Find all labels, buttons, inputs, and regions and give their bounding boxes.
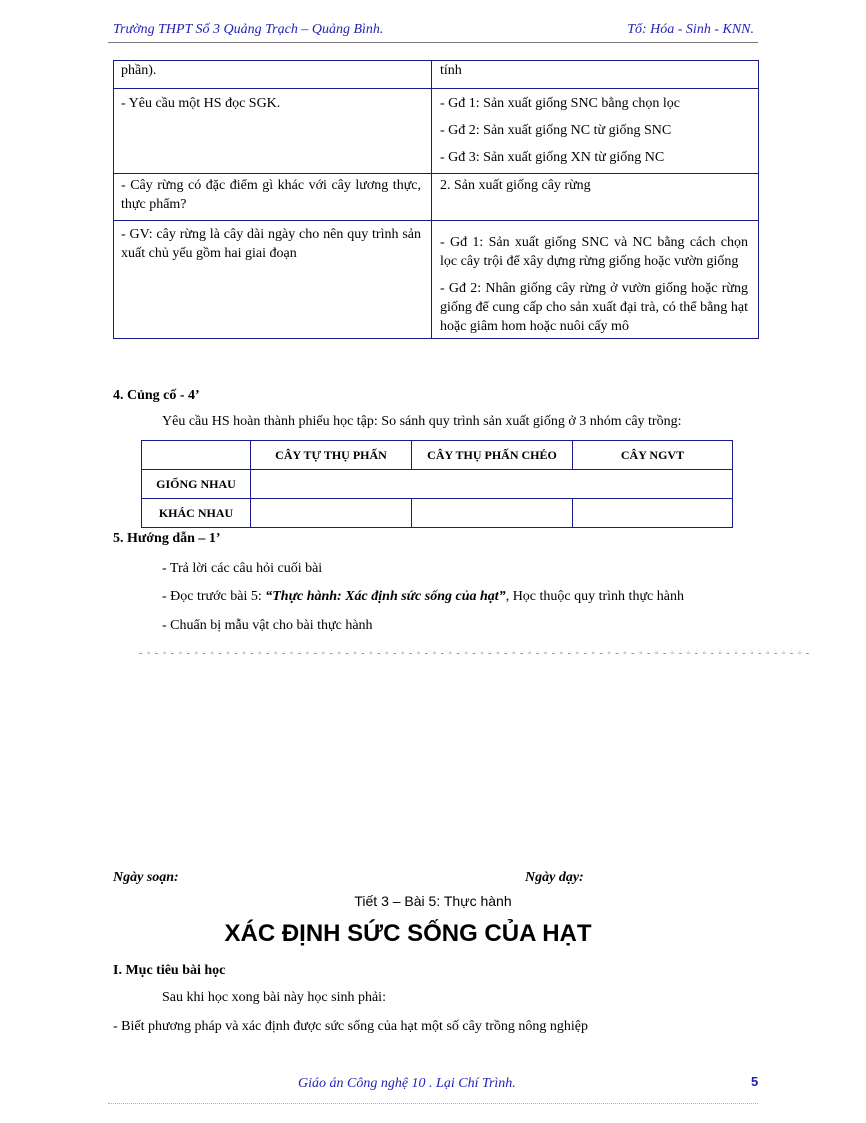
row-label: GIỐNG NHAU [142, 470, 251, 499]
guide-item-suffix: , Học thuộc quy trình thực hành [505, 589, 684, 604]
table-cell: - GV: cây rừng là cây dài ngày cho nên quy trình sản xuất chủ yếu gồm hai giai đoạn [114, 221, 432, 339]
lesson-subtitle: Tiết 3 – Bài 5: Thực hành [354, 893, 512, 909]
table-cell: phần). [114, 61, 432, 89]
table-cell: 2. Sản xuất giống cây rừng [432, 174, 759, 221]
table-cell [251, 499, 412, 528]
table-cell: - Cây rừng có đặc điểm gì khác với cây lương thực, thực phẩm? [114, 174, 432, 221]
table-header: CÂY NGVT [573, 441, 733, 470]
table-cell: - Gđ 1: Sản xuất giống SNC bằng chọn lọc - Gđ 2: Sản xuất giống NC từ giống SNC - Gđ 3: Sản xuất giống XN từ giống NC [432, 89, 759, 174]
table-cell: tính [432, 61, 759, 89]
table-row [142, 470, 733, 499]
guide-item: - Chuẩn bị mẫu vật cho bài thực hành [162, 618, 373, 633]
table-row [114, 221, 759, 339]
section-separator: - ◦ - ◦ - ◦ - ◦ - ◦ - ◦ - ◦ - ◦ - ◦ - ◦ - ◦ - ◦ - ◦ - ◦ - ◦ - ◦ - ◦ - ◦ - ◦ - ◦ - ◦ - ◦ - ◦ - ◦ - ◦ - ◦ - ◦ - ◦ - ◦ - ◦ - ◦ - ◦ - ◦ - ◦ - ◦ - ◦ - ◦ - ◦ - ◦ - ◦ - ◦ - ◦ - [139, 648, 811, 659]
lesson-title: XÁC ĐỊNH SỨC SỐNG CỦA HẠT [224, 920, 592, 947]
footer-text: Giáo án Công nghệ 10 . Lại Chí Trình. [298, 1076, 516, 1091]
lesson-table [113, 60, 759, 339]
table-row [114, 89, 759, 174]
table-header: CÂY THỤ PHẤN CHÉO [412, 441, 573, 470]
table-row [114, 174, 759, 221]
guide-item-quote: “Thực hành: Xác định sức sống của hạt” [265, 589, 506, 604]
header-school: Trường THPT Số 3 Quảng Trạch – Quảng Bình. [113, 22, 384, 37]
prepare-date-label: Ngày soạn: [113, 870, 179, 885]
table-header: CÂY TỰ THỤ PHẤN [251, 441, 412, 470]
section-5-heading: 5. Hướng dẫn – 1’ [113, 531, 221, 546]
footer-rule [108, 1103, 758, 1104]
table-row [142, 499, 733, 528]
table-cell [412, 499, 573, 528]
table-cell: - Yêu cầu một HS đọc SGK. [114, 89, 432, 174]
row-label: KHÁC NHAU [142, 499, 251, 528]
objectives-intro: Sau khi học xong bài này học sinh phải: [162, 990, 386, 1005]
table-cell: - Gđ 1: Sản xuất giống SNC và NC bằng cách chọn lọc cây trội để xây dựng rừng giống hoặc vườn giống - Gđ 2: Nhân giống cây rừng ở vườn giống hoặc rừng giống để cung cấp cho sản xuất đại trà, có thể bằng hạt hoặc giâm hom hoặc nuôi cấy mô [432, 221, 759, 339]
header-rule [108, 42, 758, 43]
section-4-heading: 4. Củng cố - 4’ [113, 388, 200, 403]
table-row [142, 441, 733, 470]
guide-item [162, 589, 684, 605]
page-number: 5 [751, 1074, 759, 1089]
guide-item: - Trả lời các câu hỏi cuối bài [162, 561, 323, 576]
table-row [114, 61, 759, 89]
guide-item-prefix: - Đọc trước bài 5: [162, 589, 266, 604]
table-cell [142, 441, 251, 470]
comparison-table [141, 440, 733, 528]
section-4-text: Yêu cầu HS hoàn thành phiếu học tập: So sánh quy trình sản xuất giống ở 3 nhóm cây trồng: [162, 414, 682, 429]
table-cell [573, 499, 733, 528]
teach-date-label: Ngày dạy: [525, 870, 584, 885]
table-cell [251, 470, 733, 499]
objectives-heading: I. Mục tiêu bài học [113, 963, 226, 978]
header-department: Tổ: Hóa - Sinh - KNN. [627, 22, 754, 37]
objectives-item: - Biết phương pháp và xác định được sức sống của hạt một số cây trồng nông nghiệp [113, 1019, 588, 1034]
